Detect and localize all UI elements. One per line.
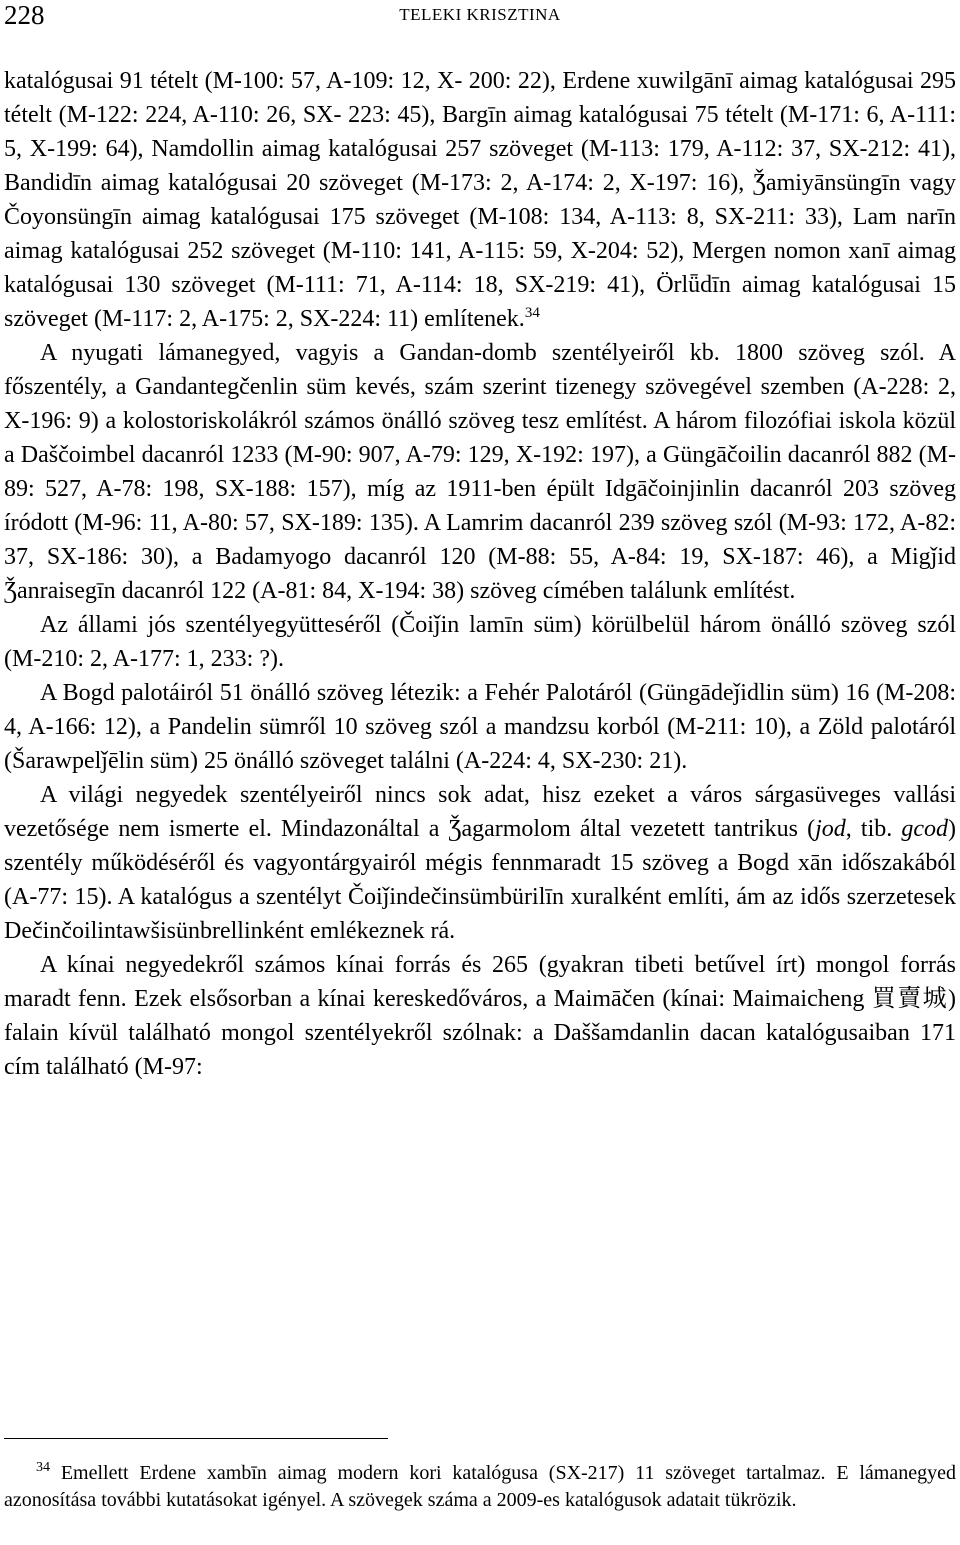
text-run: , tib. <box>845 816 902 842</box>
text-run: katalógusai 91 tételt (M-100: 57, A-109: 12, X- 200: 22), Erdene xuwilgānī aimag katalógusai 295 tételt (M-122: 224, A-110: 26, SX- 223: 45), Bargīn aimag katalógusai 75 tételt (M-171: 6, A-111: 5, X-199: 64), Namdollin aimag katalógusai 257 szöveget (M-113: 179, A-112: 37, SX-212: 41), Bandidīn aimag katalógusai 20 szöveget (M-173: 2, A-174: 2, X-197: 16), Ǯamiyānsüngīn vagy Čoyonsüngīn aimag katalógusai 175 szöveget (M-108: 134, A-113: 8, SX-211: 33), Lam narīn aimag katalógusai 252 szöveget (M-110: 141, A-115: 59, X-204: 52), Mergen nomon xanī aimag katalógusai 130 szöveget (M-111: 71, A-114: 18, SX-219: 41), Örlǖdīn aimag katalógusai 15 szöveget (M-117: 2, A-175: 2, SX-224: 11) említenek. <box>4 68 956 332</box>
running-head-author: TELEKI KRISZTINA <box>399 5 561 24</box>
paragraph-p4 <box>4 676 956 778</box>
text-run: A világi negyedek szentélyeiről nincs sok adat, hisz ezeket a város sárgasüveges vallási vezetősége nem ismerte el. Mindazonáltal a Ǯagarmolom által vezetett tantrikus ( <box>4 782 956 842</box>
paragraph-p2 <box>4 336 956 608</box>
text-run: ) szentély működéséről és vagyontárgyairól mégis fennmaradt 15 szöveg a Bogd xān időszakából (A-77: 15). A katalógus a szentélyt Čoiǰindečinsümbürilīn xuralként említi, ám az idős szerzetesek Dečinčoilintawšisünbrellinként emlékeznek rá. <box>4 816 956 944</box>
paragraph-p1 <box>4 64 956 336</box>
italic-term: jod <box>815 816 846 842</box>
page-number: 228 <box>4 0 45 30</box>
page-header <box>4 0 956 40</box>
footnote-text: Emellett Erdene xambīn aimag modern kori katalógusa (SX-217) 11 szöveget tartalmaz. E lámanegyed azonosítása további kutatásokat igényel. A szövegek száma a 2009-es katalógusok adatait tükrözik. <box>4 1462 956 1511</box>
paragraph-p5 <box>4 778 956 948</box>
text-run: A Bogd palotáiról 51 önálló szöveg létezik: a Fehér Palotáról (Güngādeǰidlin süm) 16 (M-208: 4, A-166: 12), a Pandelin sümről 10 szöveg szól a mandzsu korból (M-211: 10), a Zöld palotáról (Šarawpelǰēlin süm) 25 önálló szöveget találni (A-224: 4, SX-230: 21). <box>4 680 956 774</box>
main-body-text <box>4 64 956 1084</box>
footnote-marker: 34 <box>36 1460 50 1475</box>
text-run: A nyugati lámanegyed, vagyis a Gandan-domb szentélyeiről kb. 1800 szöveg szól. A főszentély, a Gandantegčenlin süm kevés, szám szerint tizenegy szövegével szemben (A-228: 2, X-196: 9) a kolostoriskolákról számos önálló szöveg tesz említést. A három filozófiai iskola közül a Daščoimbel dacanról 1233 (M-90: 907, A-79: 129, X-192: 197), a Güngāčoilin dacanról 882 (M-89: 527, A-78: 198, SX-188: 157), míg az 1911-ben épült Idgāčoinjinlin dacanról 203 szöveg íródott (M-96: 11, A-80: 57, SX-189: 135). A Lamrim dacanról 239 szöveg szól (M-93: 172, A-82: 37, SX-186: 30), a Badamyogo dacanról 120 (M-88: 55, A-84: 19, SX-187: 46), a Migǰid Ǯanraisegīn dacanról 122 (A-81: 84, X-194: 38) szöveg címében találunk említést. <box>4 340 956 604</box>
footnote-separator <box>4 1438 388 1439</box>
paragraph-p3 <box>4 608 956 676</box>
text-run: A kínai negyedekről számos kínai forrás és 265 (gyakran tibeti betűvel írt) mongol forrás maradt fenn. Ezek elsősorban a kínai kereskedőváros, a Maimāčen (kínai: Maimaicheng 買賣城) falain kívül található mongol szentélyekről szólnak: a Daššamdanlin dacan katalógusaiban 171 cím található (M-97: <box>4 952 956 1080</box>
footnote-34 <box>4 1460 956 1514</box>
footnote-area <box>4 1460 956 1514</box>
text-run: Az állami jós szentélyegyütteséről (Čoiǰin lamīn süm) körülbelül három önálló szöveg szól (M-210: 2, A-177: 1, 233: ?). <box>4 612 956 672</box>
paragraph-p6 <box>4 948 956 1084</box>
italic-term: gcod <box>901 816 948 842</box>
footnote-reference: 34 <box>524 305 540 321</box>
